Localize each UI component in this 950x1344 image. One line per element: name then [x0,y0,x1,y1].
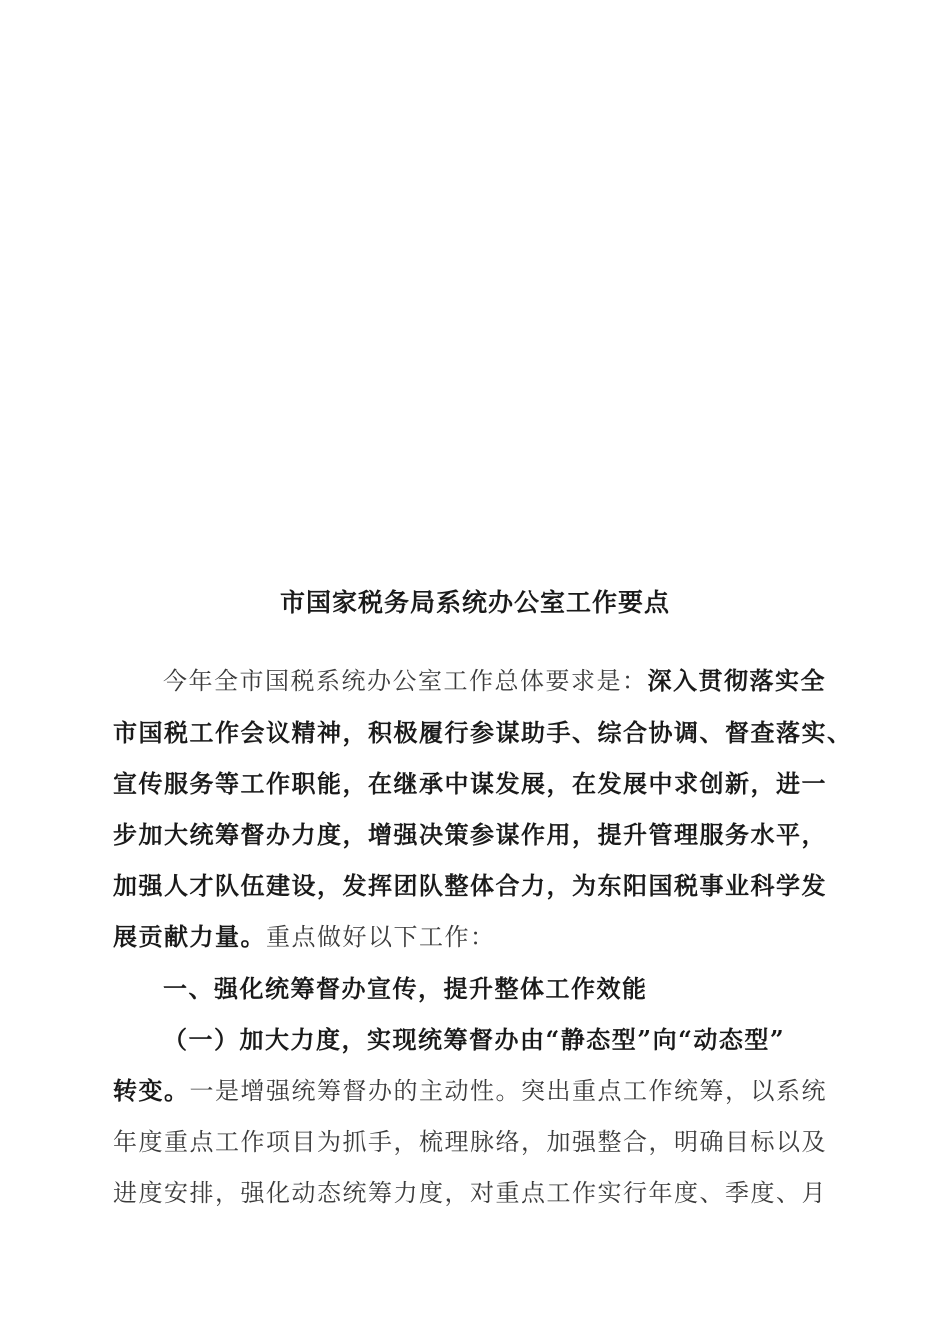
emphasis-text: 展贡献力量。 [113,922,266,951]
paragraph-line-4: 步加大统筹督办力度，增强决策参谋作用，提升管理服务水平， [113,820,827,849]
paragraph-line-5: 加强人才队伍建设，发挥团队整体合力，为东阳国税事业科学发 [113,871,827,900]
emphasis-text: 转变。 [113,1076,190,1105]
body-text-span: 一是增强统筹督办的主动性。突出重点工作统筹，以系统 [189,1077,827,1105]
document-title: 市国家税务局系统办公室工作要点 [279,588,670,617]
intro-text: 今年全市国税系统办公室工作总体要求是： [163,667,648,695]
paragraph-line-1 [113,655,843,707]
paragraph-line-2: 市国税工作会议精神，积极履行参谋助手、综合协调、督查落实、 [113,718,853,747]
paragraph-line-9 [113,1065,843,1117]
subsection-heading-1: （一）加大力度，实现统筹督办由“静态型”向“动态型” [163,1025,786,1054]
paragraph-line-10: 年度重点工作项目为抓手，梳理脉络，加强整合，明确目标以及 [113,1128,827,1156]
paragraph-line-11: 进度安排，强化动态统筹力度，对重点工作实行年度、季度、月 [113,1179,827,1207]
section-heading-1: 一、强化统筹督办宣传，提升整体工作效能 [163,974,648,1003]
paragraph-line-6 [113,911,843,963]
document-body [113,655,853,1219]
paragraph-line-3: 宣传服务等工作职能，在继承中谋发展，在发展中求创新，进一 [113,769,827,798]
body-text-span: 重点做好以下工作： [266,923,496,951]
emphasis-text: 深入贯彻落实全 [647,666,826,695]
